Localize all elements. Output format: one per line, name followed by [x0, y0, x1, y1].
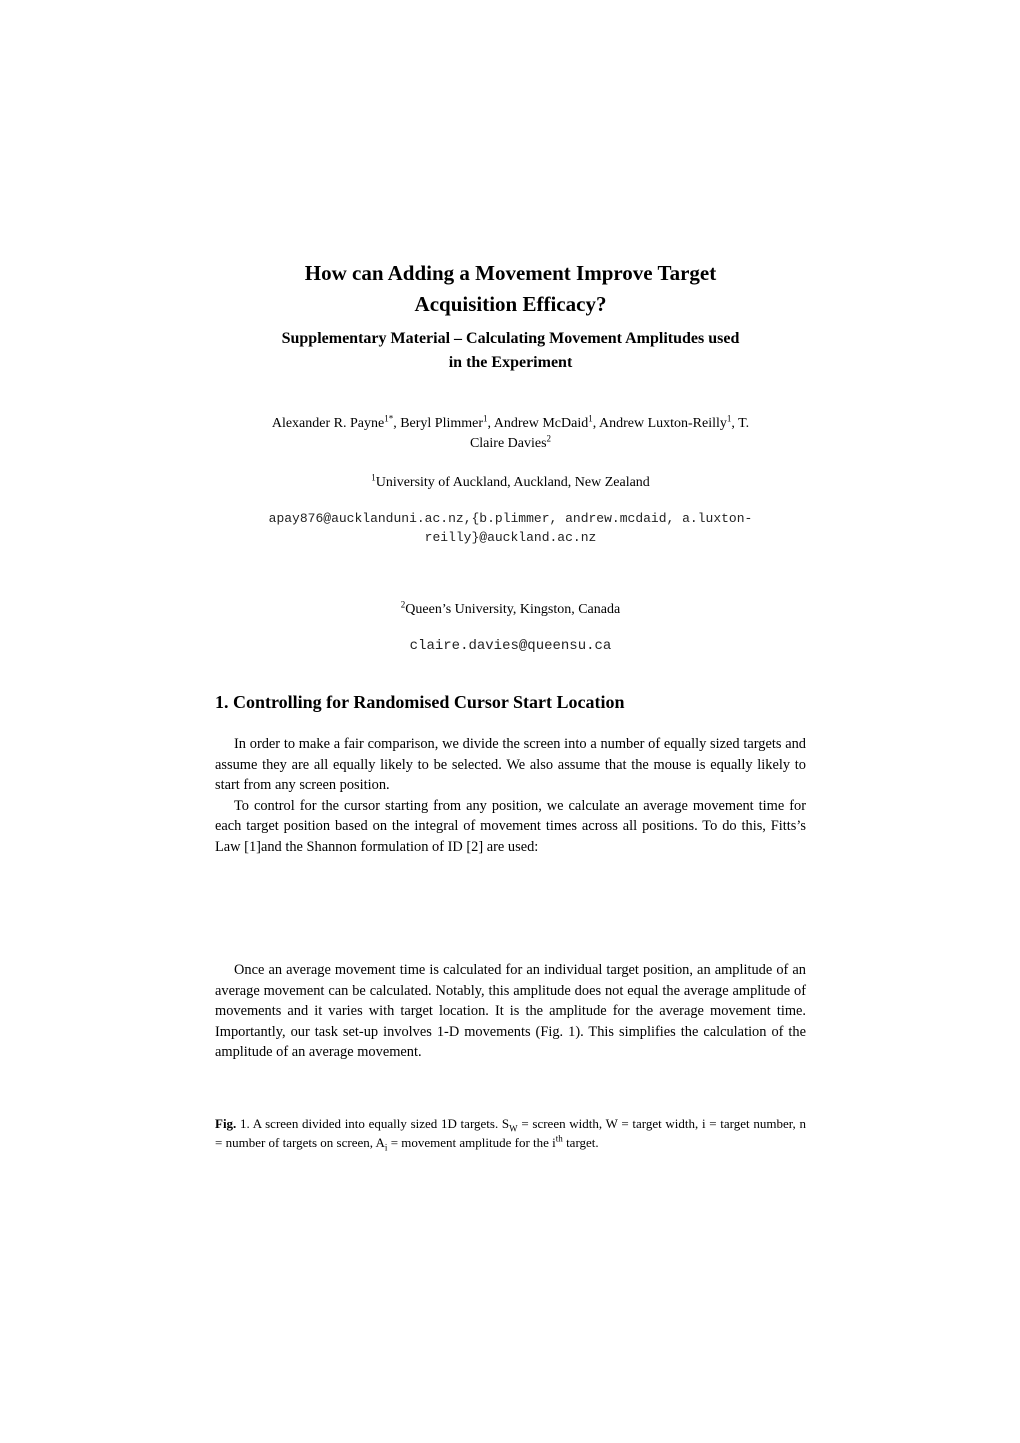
caption-sub: i — [384, 1142, 388, 1153]
affiliation-text: Queen’s University, Kingston, Canada — [405, 602, 621, 617]
author-affil-mark: 1 — [588, 413, 593, 424]
paragraph-3: Once an average movement time is calculated for an individual target position, an amplitude of an average movement can be calculated. Notably, this amplitude does not equal the average amplitude of movements and it varies with target location. It is the amplitude for the average movement time. Importantly, our task set-up involves 1-D movements (Fig. 1). This simplifies the calculation of the amplitude of an average movement. — [215, 962, 806, 1060]
paper-title — [215, 258, 806, 320]
author-sep: , — [487, 416, 494, 431]
author-sep: , T. — [731, 416, 750, 431]
title-line-1: How can Adding a Movement Improve Target — [304, 261, 717, 285]
author-sep: , — [393, 416, 401, 431]
title-line-2: Acquisition Efficacy? — [414, 292, 607, 316]
email-block-2: claire.davies@queensu.ca — [409, 638, 612, 654]
affiliation-mark: 2 — [400, 599, 406, 610]
affiliation-text: University of Auckland, Auckland, New Zealand — [375, 475, 650, 490]
affiliation-1 — [215, 473, 806, 493]
caption-sup: th — [555, 1133, 563, 1144]
email-line-2: reilly}@auckland.ac.nz — [424, 530, 597, 545]
author-line-1 — [215, 414, 806, 434]
caption-text: A screen divided into equally sized 1D targets. S — [252, 1116, 510, 1131]
author-name: Claire Davies — [469, 436, 547, 451]
section-heading: 1. Controlling for Randomised Cursor Start Location — [215, 692, 625, 712]
author-affil-mark: 1* — [384, 413, 394, 424]
author-line-2 — [215, 434, 806, 454]
paragraph-1: In order to make a fair comparison, we divide the screen into a number of equally sized targets and assume they are all equally likely to be selected. We also assume that the mouse is equally likely to start from any screen position. — [215, 736, 806, 793]
author-affil-mark: 1 — [483, 413, 488, 424]
paragraph-2: To control for the cursor starting from any position, we calculate an average movement time for each target position based on the integral of movement times across all positions. To do this, Fitts’s Law [1]and the Shannon formulation of ID [2] are used: — [215, 797, 806, 855]
author-name: Alexander R. Payne — [271, 416, 385, 431]
email-line-1: apay876@aucklanduni.ac.nz,{b.plimmer, andrew.mcdaid, a.luxton- — [268, 511, 753, 526]
author-name: Beryl Plimmer — [400, 416, 484, 431]
caption-text: = screen width, W = target width, i = target number, n = number of targets on screen, A — [215, 1116, 806, 1150]
author-sep: , — [592, 416, 599, 431]
author-affil-mark: 2 — [546, 433, 552, 444]
author-list — [215, 414, 806, 454]
caption-number: 1. — [240, 1116, 250, 1131]
caption-text: = movement amplitude for the i — [390, 1135, 556, 1150]
author-name: Andrew McDaid — [493, 416, 589, 431]
author-name: Andrew Luxton-Reilly — [598, 416, 727, 431]
affiliation-mark: 1 — [371, 472, 376, 483]
caption-label: Fig. — [215, 1116, 237, 1131]
body-block-2 — [215, 960, 806, 1063]
subtitle-line-1: Supplementary Material – Calculating Movement Amplitudes used — [281, 330, 740, 347]
figure-caption — [215, 1114, 806, 1152]
subtitle-line-2: in the Experiment — [448, 354, 573, 371]
caption-text: target. — [566, 1135, 599, 1150]
email-block-1 — [215, 509, 806, 547]
paper-subtitle — [215, 327, 806, 375]
body-block-1 — [215, 734, 806, 857]
affiliation-2 — [215, 600, 806, 620]
author-affil-mark: 1 — [726, 413, 732, 424]
caption-sub: W — [509, 1123, 518, 1134]
